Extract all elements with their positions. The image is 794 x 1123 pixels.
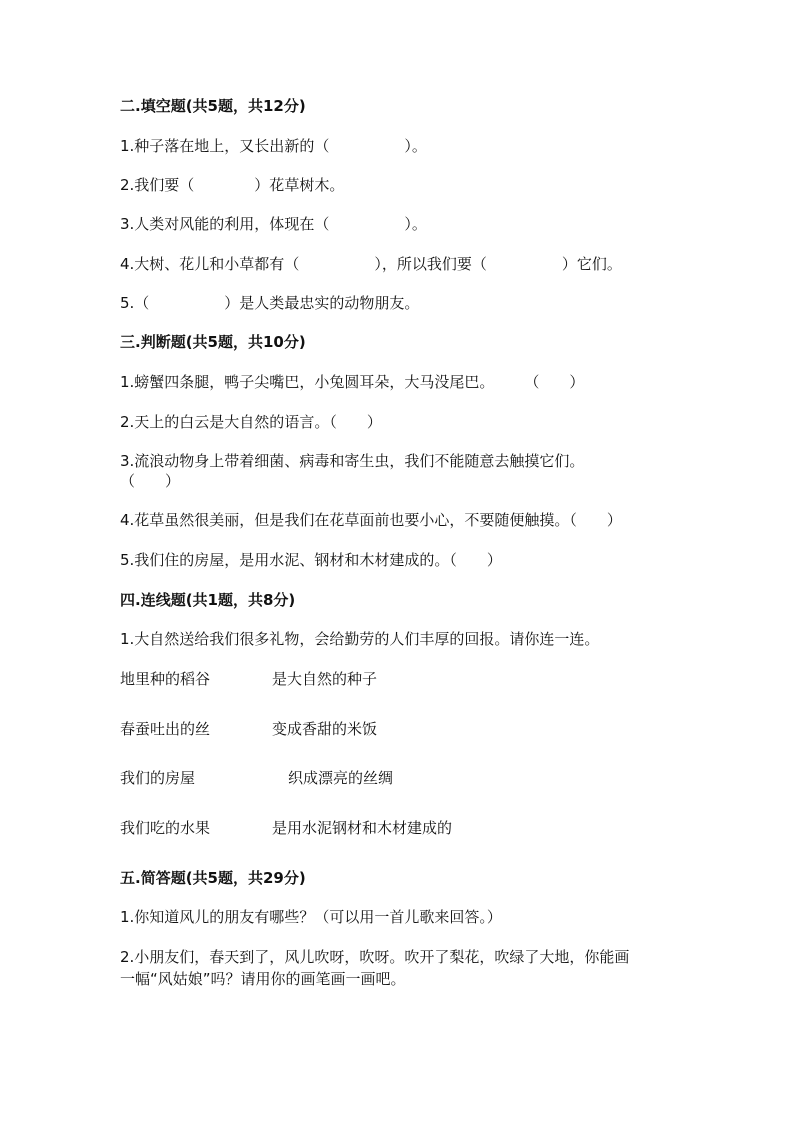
match-left-3: 我们的房屋 [120,769,196,787]
short-question-1: 1.你知道风儿的朋友有哪些？（可以用一首儿歌来回答。） [120,908,502,926]
judge-question-4: 4.花草虽然很美丽，但是我们在花草面前也要小心，不要随便触摸。（ ） [120,511,622,529]
match-left-4: 我们吃的水果 [120,819,211,837]
fill-question-1: 1.种子落在地上，又长出新的（ ）。 [120,137,427,155]
short-question-2-line-1: 2.小朋友们，春天到了，风儿吹呀，吹呀。吹开了梨花，吹绿了大地，你能画 [120,948,630,966]
section-short-heading: 五.简答题(共5题，共29分) [120,869,306,887]
match-right-3: 织成漂亮的丝绸 [288,769,394,787]
match-left-1: 地里种的稻谷 [120,670,211,688]
section-match-heading: 四.连线题(共1题，共8分) [120,591,296,609]
fill-question-3: 3.人类对风能的利用，体现在（ ）。 [120,215,427,233]
section-judge-heading: 三.判断题(共5题，共10分) [120,333,306,351]
match-right-4: 是用水泥钢材和木材建成的 [272,819,453,837]
judge-question-5: 5.我们住的房屋，是用水泥、钢材和木材建成的。（ ） [120,551,502,569]
judge-question-3-answer: （ ） [120,472,181,490]
match-right-1: 是大自然的种子 [272,670,378,688]
judge-question-2: 2.天上的白云是大自然的语言。（ ） [120,413,382,431]
judge-question-3: 3.流浪动物身上带着细菌、病毒和寄生虫，我们不能随意去触摸它们。 [120,452,585,470]
fill-question-4: 4.大树、花儿和小草都有（ ），所以我们要（ ）它们。 [120,255,622,273]
judge-question-1: 1.螃蟹四条腿，鸭子尖嘴巴，小兔圆耳朵，大马没尾巴。 （ ） [120,373,585,391]
short-question-2-line-2: 一幅“风姑娘”吗？请用你的画笔画一画吧。 [120,970,406,988]
fill-question-5: 5.（ ）是人类最忠实的动物朋友。 [120,294,420,312]
fill-question-2: 2.我们要（ ）花草树木。 [120,176,345,194]
section-fill-heading: 二.填空题(共5题，共12分) [120,97,306,115]
match-left-2: 春蚕吐出的丝 [120,720,211,738]
match-right-2: 变成香甜的米饭 [272,720,378,738]
match-prompt: 1.大自然送给我们很多礼物，会给勤劳的人们丰厚的回报。请你连一连。 [120,630,600,648]
